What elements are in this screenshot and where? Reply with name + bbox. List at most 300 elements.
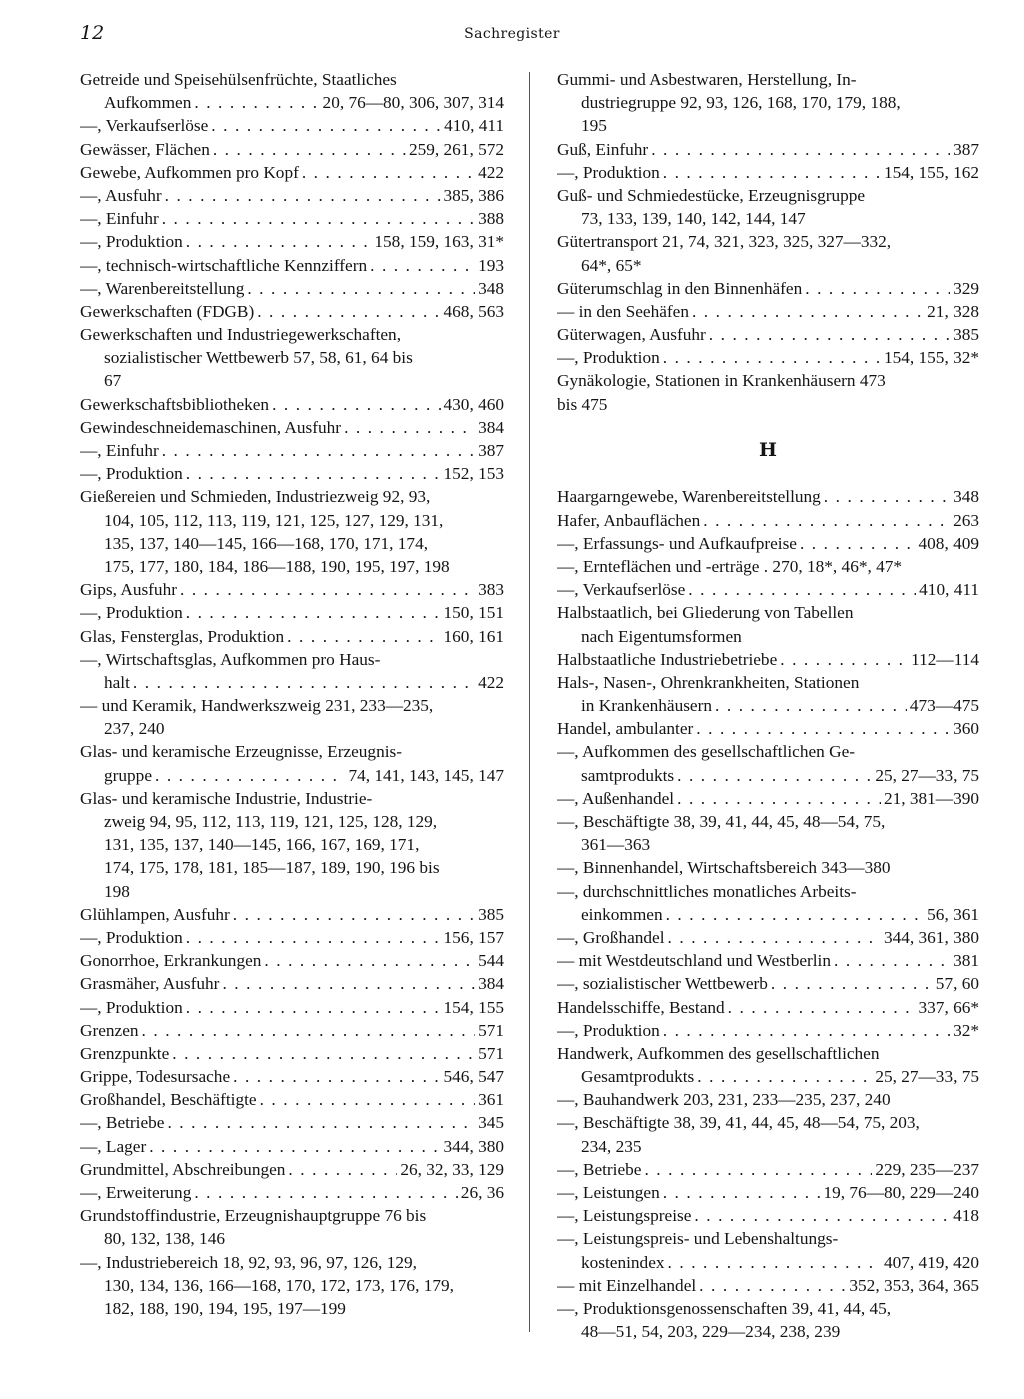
entry-term: —, Erfassungs- und Aufkaufpreise <box>557 533 797 553</box>
page-references: 193 <box>478 255 504 275</box>
index-entry-line <box>557 532 979 555</box>
entry-term: Getreide und Speisehülsenfrüchte, Staatliches <box>80 70 397 89</box>
entry-term: zweig 94, 95, 112, 113, 119, 121, 125, 128, 129, <box>104 812 438 831</box>
page-references: 26, 32, 33, 129 <box>400 1159 504 1179</box>
entry-term: —, Beschäftigte 38, 39, 41, 44, 45, 48—54, 75, 203, <box>557 1113 920 1133</box>
dot-leader <box>155 764 345 787</box>
section-letter-heading: H <box>759 439 777 461</box>
entry-term: 174, 175, 178, 181, 185—187, 189, 190, 196 bis <box>104 858 440 878</box>
entry-term: samtprodukts <box>581 765 675 785</box>
dot-leader <box>180 578 475 601</box>
index-entry-line <box>557 277 979 300</box>
entry-term: 80, 132, 138, 146 <box>104 1229 225 1249</box>
entry-term: Gesamtprodukts <box>581 1067 695 1087</box>
page-references: 385 <box>478 904 504 924</box>
dot-leader <box>186 230 372 253</box>
page-references: 344, 380 <box>443 1136 504 1156</box>
page-references: 381 <box>953 951 979 971</box>
index-entry-line <box>80 1135 504 1158</box>
index-entry-line <box>80 230 504 253</box>
dot-leader <box>692 300 924 323</box>
index-entry-line <box>80 972 504 995</box>
entry-term: Hals-, Nasen-, Ohrenkrankheiten, Stationen <box>557 672 860 692</box>
page-references: 229, 235—237 <box>875 1159 979 1179</box>
page-references: 422 <box>478 672 504 692</box>
index-entry-line <box>557 254 979 277</box>
dot-leader <box>800 532 916 555</box>
entry-term: Güterwagen, Ausfuhr <box>557 325 706 345</box>
index-entry-line <box>80 1065 504 1088</box>
dot-leader <box>696 717 950 740</box>
entry-term: —, Produktion <box>80 997 183 1017</box>
entry-term: Grundmittel, Abschreibungen <box>80 1159 286 1179</box>
index-entry-line <box>557 1135 979 1158</box>
entry-term: —, Produktion <box>557 348 660 368</box>
entry-term: —, Verkaufserlöse <box>557 580 686 600</box>
dot-leader <box>663 346 881 369</box>
entry-term: dustriegruppe 92, 93, 126, 168, 170, 179, 188, <box>581 93 901 113</box>
dot-leader <box>264 949 475 972</box>
index-entry-line <box>80 1042 504 1065</box>
running-head: Sachregister <box>464 26 560 42</box>
index-entry-line <box>80 323 504 346</box>
index-entry-line <box>557 949 979 972</box>
index-entry-line <box>557 91 979 114</box>
index-entry-line <box>80 509 504 532</box>
index-entry-line <box>80 671 504 694</box>
entry-term: Gütertransport 21, 74, 321, 323, 325, 327—332, <box>557 232 892 252</box>
page-references: 384 <box>478 417 504 437</box>
page-references: 158, 159, 163, 31* <box>374 232 504 252</box>
dot-leader <box>162 439 475 462</box>
page-references: 410, 411 <box>919 580 979 600</box>
index-entry-line <box>557 601 979 624</box>
column-divider <box>529 72 530 1332</box>
dot-leader <box>213 138 406 161</box>
entry-term: 130, 134, 136, 166—168, 170, 172, 173, 176, 179, <box>104 1275 454 1295</box>
dot-leader <box>233 903 475 926</box>
dot-leader <box>186 462 441 485</box>
dot-leader <box>697 1065 872 1088</box>
entry-term: 175, 177, 180, 184, 186—188, 190, 195, 197, 198 <box>104 556 450 576</box>
index-entry-line <box>557 393 979 416</box>
page-references: 25, 27—33, 75 <box>875 765 979 785</box>
index-entry-line <box>557 810 979 833</box>
index-entry-line <box>557 1019 979 1042</box>
entry-term: Guß- und Schmiedestücke, Erzeugnisgruppe <box>557 185 866 205</box>
entry-term: —, Leistungen <box>557 1183 660 1202</box>
index-entry-line <box>80 717 504 740</box>
entry-term: —, Ernteflächen und -erträge . 270, 18*, 46*, 47* <box>557 556 903 576</box>
entry-term: —, durchschnittliches monatliches Arbeits- <box>557 881 857 901</box>
index-entry-line <box>557 880 979 903</box>
index-entry-line <box>80 740 504 763</box>
page-references: 571 <box>478 1043 504 1063</box>
page-references: 345 <box>478 1113 504 1133</box>
index-entry-line <box>557 764 979 787</box>
dot-leader <box>194 1181 457 1204</box>
dot-leader <box>805 277 950 300</box>
entry-term: 237, 240 <box>104 719 165 739</box>
dot-leader <box>666 903 925 926</box>
page-references: 152, 153 <box>443 464 504 484</box>
dot-leader <box>194 91 319 114</box>
section-spacer <box>557 462 979 485</box>
dot-leader <box>677 764 872 787</box>
entry-term: — in den Seehäfen <box>557 301 689 321</box>
dot-leader <box>780 648 908 671</box>
dot-leader <box>699 1274 846 1297</box>
index-entry-line <box>557 1274 979 1297</box>
index-entry-line <box>80 949 504 972</box>
dot-leader <box>260 1088 475 1111</box>
page-references: 154, 155, 162 <box>883 162 979 182</box>
page-references: 150, 151 <box>443 603 504 623</box>
dot-leader <box>247 277 475 300</box>
entry-term: Halbstaatlich, bei Gliederung von Tabellen <box>557 603 854 623</box>
index-entry-line <box>80 184 504 207</box>
page-references: 25, 27—33, 75 <box>875 1067 979 1087</box>
index-entry-line <box>557 1088 979 1111</box>
dot-leader <box>222 972 475 995</box>
entry-term: —, Produktion <box>80 603 183 623</box>
page-references: 410, 411 <box>444 116 504 136</box>
entry-term: Glas- und keramische Industrie, Industrie- <box>80 788 373 808</box>
dot-leader <box>668 1251 881 1274</box>
entry-term: —, Produktion <box>80 464 183 484</box>
index-entry-line <box>557 1297 979 1320</box>
entry-term: Gewerkschaftsbibliotheken <box>80 394 270 414</box>
entry-term: —, Verkaufserlöse <box>80 116 209 136</box>
entry-term: Gewebe, Aufkommen pro Kopf <box>80 162 299 182</box>
page-references: 57, 60 <box>935 974 979 994</box>
page-references: 383 <box>478 580 504 600</box>
page-references: 26, 36 <box>460 1183 504 1202</box>
index-entry-line <box>557 787 979 810</box>
dot-leader <box>133 671 475 694</box>
entry-term: Handwerk, Aufkommen des gesellschaftlichen <box>557 1043 880 1063</box>
entry-term: — mit Westdeutschland und Westberlin <box>557 951 832 971</box>
entry-term: 64*, 65* <box>581 255 642 275</box>
entry-term: —, Außenhandel <box>557 788 675 808</box>
dot-leader <box>165 184 441 207</box>
page-references: 32* <box>953 1020 979 1040</box>
entry-term: Guß, Einfuhr <box>557 139 649 159</box>
entry-term: —, Produktionsgenossenschaften 39, 41, 44, 45, <box>557 1298 892 1318</box>
page-references: 360 <box>953 719 979 739</box>
page-references: 112—114 <box>911 649 979 669</box>
index-entry-line <box>80 1111 504 1134</box>
entry-term: einkommen <box>581 904 663 924</box>
entry-term: —, technisch-wirtschaftliche Kennziffern <box>80 255 368 275</box>
index-entry-line <box>80 393 504 416</box>
index-entry-line <box>80 138 504 161</box>
index-entry-line <box>557 903 979 926</box>
index-entry-line <box>80 161 504 184</box>
index-entry-line <box>80 254 504 277</box>
index-entry-line <box>557 1111 979 1134</box>
dot-leader <box>149 1135 440 1158</box>
dot-leader <box>694 1204 950 1227</box>
entry-term: sozialistischer Wettbewerb 57, 58, 61, 64 bis <box>104 348 413 368</box>
entry-term: Hafer, Anbauflächen <box>557 510 701 530</box>
entry-term: —, Betriebe <box>80 1113 165 1133</box>
entry-term: Gips, Ausfuhr <box>80 580 177 600</box>
page-references: 387 <box>478 441 504 460</box>
page-references: 156, 157 <box>443 927 504 947</box>
entry-term: —, Aufkommen des gesellschaftlichen Ge- <box>557 742 856 762</box>
index-entry-line <box>80 369 504 392</box>
dot-leader <box>162 207 475 230</box>
entry-term: gruppe <box>104 765 152 785</box>
index-entry-line <box>557 114 979 137</box>
index-entry-line <box>557 1227 979 1250</box>
index-entry-line <box>80 926 504 949</box>
page-references: 407, 419, 420 <box>883 1252 979 1272</box>
entry-term: Gummi- und Asbestwaren, Herstellung, In- <box>557 70 857 89</box>
index-entry-line <box>557 300 979 323</box>
index-entry-line <box>557 671 979 694</box>
index-entry-line <box>557 485 979 508</box>
entry-term: 73, 133, 139, 140, 142, 144, 147 <box>581 209 806 229</box>
dot-leader <box>288 1158 397 1181</box>
entry-term: 131, 135, 137, 140—145, 166, 167, 169, 171, <box>104 835 420 855</box>
index-entry-line <box>557 1042 979 1065</box>
entry-term: —, Betriebe <box>557 1159 642 1179</box>
dot-leader <box>211 114 441 137</box>
index-entry-line <box>80 903 504 926</box>
dot-leader <box>142 1019 476 1042</box>
entry-term: 234, 235 <box>581 1136 642 1156</box>
index-entry-line <box>557 184 979 207</box>
index-entry-line <box>557 138 979 161</box>
page-references: 418 <box>953 1206 979 1226</box>
entry-term: —, Bauhandwerk 203, 231, 233—235, 237, 240 <box>557 1090 891 1110</box>
index-entry-line <box>557 1320 979 1343</box>
entry-term: 135, 137, 140—145, 166—168, 170, 171, 174, <box>104 533 429 553</box>
index-entry-line <box>557 1065 979 1088</box>
index-entry-line <box>80 1204 504 1227</box>
entry-term: Glühlampen, Ausfuhr <box>80 904 230 924</box>
dot-leader <box>709 323 950 346</box>
entry-term: Glas- und keramische Erzeugnisse, Erzeugnis- <box>80 742 402 762</box>
entry-term: Grundstoffindustrie, Erzeugnishauptgruppe 76 bis <box>80 1206 427 1226</box>
index-entry-line <box>80 996 504 1019</box>
index-entry-line <box>557 972 979 995</box>
page-references: 160, 161 <box>443 626 504 646</box>
page-references: 352, 353, 364, 365 <box>849 1275 979 1295</box>
page-references: 422 <box>478 162 504 182</box>
index-entry-line <box>80 1274 504 1297</box>
index-entry-line <box>80 416 504 439</box>
index-entry-line <box>80 532 504 555</box>
page-references: 348 <box>953 487 979 507</box>
entry-term: —, Großhandel <box>557 927 665 947</box>
entry-term: —, Beschäftigte 38, 39, 41, 44, 45, 48—54, 75, <box>557 812 886 831</box>
index-entry-line <box>80 300 504 323</box>
dot-leader <box>272 393 440 416</box>
entry-term: Gonorrhoe, Erkrankungen <box>80 951 262 971</box>
index-entry-line <box>80 207 504 230</box>
entry-term: —, Binnenhandel, Wirtschaftsbereich 343—380 <box>557 858 891 878</box>
page-references: 329 <box>953 278 979 298</box>
entry-term: in Krankenhäusern <box>581 696 713 716</box>
page-references: 473—475 <box>909 696 979 716</box>
page-references: 546, 547 <box>443 1067 504 1087</box>
entry-term: 198 <box>104 881 130 901</box>
page-references: 19, 76—80, 229—240 <box>823 1183 979 1202</box>
entry-term: 182, 188, 190, 194, 195, 197—199 <box>104 1298 346 1318</box>
page-references: 348 <box>478 278 504 298</box>
index-entry-line <box>80 1297 504 1320</box>
index-entry-line <box>80 601 504 624</box>
index-entry-line <box>80 91 504 114</box>
page-references: 74, 141, 143, 145, 147 <box>348 765 504 785</box>
entry-term: —, Leistungspreise <box>557 1206 692 1226</box>
dot-leader <box>668 926 881 949</box>
entry-term: Handelsschiffe, Bestand <box>557 997 725 1017</box>
entry-term: Großhandel, Beschäftigte <box>80 1090 257 1110</box>
page-references: 388 <box>478 209 504 229</box>
page-references: 385 <box>953 325 979 345</box>
index-entry-line <box>80 1158 504 1181</box>
index-entry-line <box>80 648 504 671</box>
index-entry-line <box>557 230 979 253</box>
page-references: 385, 386 <box>443 185 504 205</box>
page-references: 430, 460 <box>443 394 504 414</box>
index-entry-line <box>80 787 504 810</box>
entry-term: —, Einfuhr <box>80 441 159 460</box>
dot-leader <box>644 1158 872 1181</box>
entry-term: —, Produktion <box>80 232 183 252</box>
index-entry-line <box>80 833 504 856</box>
entry-term: 48—51, 54, 203, 229—234, 238, 239 <box>581 1322 841 1342</box>
dot-leader <box>344 416 475 439</box>
page-references: 468, 563 <box>443 301 504 321</box>
index-entry-line <box>557 369 979 392</box>
entry-term: Grippe, Todesursache <box>80 1067 231 1087</box>
index-entry-line <box>80 346 504 369</box>
index-entry-line <box>557 68 979 91</box>
page-number: 12 <box>80 22 105 44</box>
entry-term: Gießereien und Schmieden, Industriezweig 92, 93, <box>80 487 431 507</box>
dot-leader <box>651 138 950 161</box>
index-entry-line <box>557 856 979 879</box>
index-entry-line <box>557 161 979 184</box>
dot-leader <box>186 601 441 624</box>
index-entry-line <box>80 68 504 91</box>
page-references: 263 <box>953 510 979 530</box>
index-entry-line <box>557 1204 979 1227</box>
index-column-left <box>80 68 504 1320</box>
dot-leader <box>677 787 881 810</box>
page-references: 384 <box>478 974 504 994</box>
page-references: 21, 328 <box>927 301 979 321</box>
index-entry-line <box>557 207 979 230</box>
index-entry-line <box>557 323 979 346</box>
index-entry-line <box>557 648 979 671</box>
entry-term: Grenzen <box>80 1020 139 1040</box>
dot-leader <box>688 578 916 601</box>
entry-term: Güterumschlag in den Binnenhäfen <box>557 278 803 298</box>
entry-term: —, Industriebereich 18, 92, 93, 96, 97, 126, 129, <box>80 1252 417 1272</box>
index-entry-line <box>80 1251 504 1274</box>
entry-term: Halbstaatliche Industriebetriebe <box>557 649 778 669</box>
index-entry-line <box>80 578 504 601</box>
index-entry-line <box>80 1088 504 1111</box>
index-entry-line <box>557 1181 979 1204</box>
dot-leader <box>663 161 881 184</box>
dot-leader <box>728 996 916 1019</box>
index-entry-line <box>557 996 979 1019</box>
index-entry-line <box>80 462 504 485</box>
index-entry-line <box>80 114 504 137</box>
entry-term: 195 <box>581 116 607 136</box>
dot-leader <box>257 300 440 323</box>
index-entry-line <box>80 810 504 833</box>
entry-term: Grenzpunkte <box>80 1043 170 1063</box>
entry-term: Gewerkschaften und Industriegewerkschaften, <box>80 325 402 345</box>
index-entry-line <box>557 740 979 763</box>
index-entry-line <box>80 764 504 787</box>
entry-term: Grasmäher, Ausfuhr <box>80 974 220 994</box>
index-column-right <box>557 68 979 1343</box>
entry-term: Aufkommen <box>104 93 192 113</box>
dot-leader <box>834 949 950 972</box>
dot-leader <box>233 1065 440 1088</box>
entry-term: halt <box>104 672 130 692</box>
entry-term: — mit Einzelhandel <box>557 1275 697 1295</box>
entry-term: —, Wirtschaftsglas, Aufkommen pro Haus- <box>80 649 381 669</box>
entry-term: Gewerkschaften (FDGB) <box>80 301 255 321</box>
entry-term: —, Warenbereitstellung <box>80 278 245 298</box>
entry-term: 361—363 <box>581 835 651 855</box>
dot-leader <box>824 485 950 508</box>
dot-leader <box>663 1019 950 1042</box>
entry-term: —, sozialistischer Wettbewerb <box>557 974 768 994</box>
dot-leader <box>703 509 950 532</box>
index-entry-line <box>557 694 979 717</box>
index-entry-line <box>557 578 979 601</box>
page-references: 154, 155 <box>443 997 504 1017</box>
entry-term: 104, 105, 112, 113, 119, 121, 125, 127, 129, 131, <box>104 510 444 530</box>
dot-leader <box>186 996 441 1019</box>
dot-leader <box>172 1042 475 1065</box>
entry-term: Handel, ambulanter <box>557 719 694 739</box>
entry-term: Haargarngewebe, Warenbereitstellung <box>557 487 821 507</box>
entry-term: 67 <box>104 371 122 391</box>
index-entry-line <box>80 439 504 462</box>
page-references: 408, 409 <box>918 533 979 553</box>
index-entry-line <box>80 880 504 903</box>
entry-term: Gynäkologie, Stationen in Krankenhäusern 473 <box>557 371 886 391</box>
index-entry-line <box>80 694 504 717</box>
index-entry-line <box>557 555 979 578</box>
index-entry-line <box>557 833 979 856</box>
page-references: 387 <box>953 139 979 159</box>
entry-term: —, Produktion <box>557 1020 660 1040</box>
index-entry-line <box>557 509 979 532</box>
entry-term: —, Einfuhr <box>80 209 159 229</box>
page-references: 20, 76—80, 306, 307, 314 <box>322 93 504 113</box>
index-entry-line <box>80 856 504 879</box>
index-entry-line <box>80 485 504 508</box>
entry-term: kostenindex <box>581 1252 665 1272</box>
entry-term: —, Erweiterung <box>80 1183 192 1202</box>
entry-term: — und Keramik, Handwerkszweig 231, 233—235, <box>80 696 434 716</box>
dot-leader <box>370 254 475 277</box>
dot-leader <box>167 1111 475 1134</box>
